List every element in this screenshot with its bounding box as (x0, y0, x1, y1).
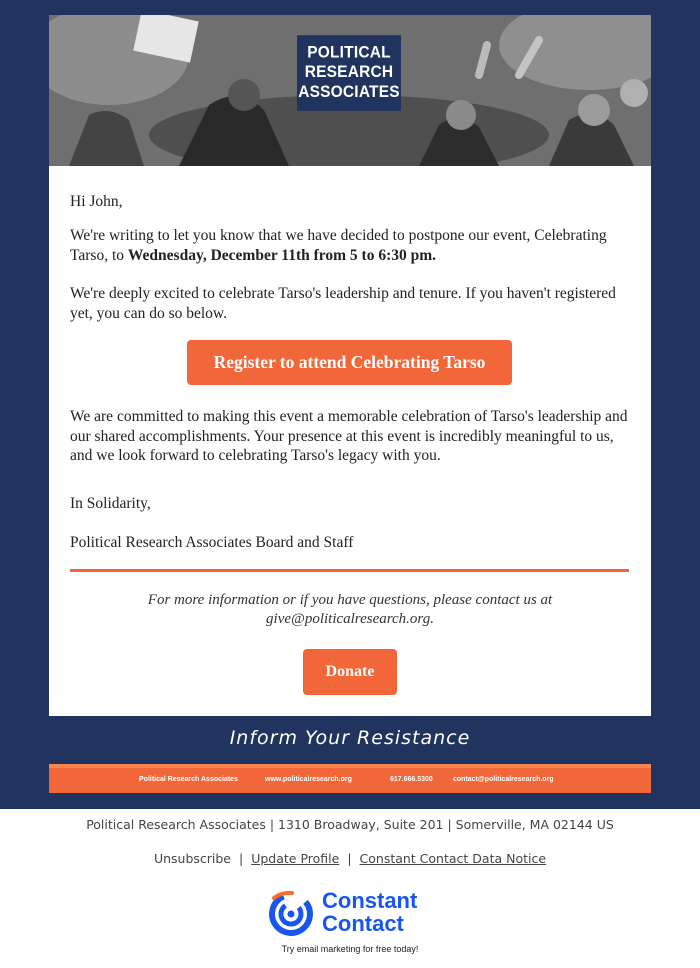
closing: In Solidarity, (70, 495, 151, 512)
cc-line: Contact (322, 911, 404, 936)
link-separator: | (347, 851, 352, 866)
contact-info: For more information or if you have questions, please contact us at give@politicalresearch.org. (147, 592, 553, 627)
link-separator: | (239, 851, 244, 866)
pra-logo (297, 35, 401, 111)
postpone-text: We're writing to let you know that we have decided to postpone our event, Celebrating Tarso, to (70, 227, 607, 264)
cc-line: Constant (322, 888, 418, 913)
logo-line: POLITICAL (307, 43, 391, 62)
unsubscribe-link[interactable]: Unsubscribe (153, 851, 232, 866)
update-profile-link[interactable]: Update Profile (251, 851, 340, 866)
logo-line: RESEARCH (304, 63, 394, 82)
footer-email[interactable]: contact@politicalresearch.org (453, 776, 554, 783)
org-address: Political Research Associates | 1310 Broadway, Suite 201 | Somerville, MA 02144 US (86, 817, 614, 832)
register-paragraph: We're deeply excited to celebrate Tarso's leadership and tenure. If you haven't registered yet, you can do so below. (70, 285, 616, 322)
footer-website[interactable]: www.politicalresearch.org (265, 776, 352, 783)
commitment-paragraph: We are committed to making this event a memorable celebration of Tarso's leadership and our shared accomplishments. Your presence at this event is incredibly meaningful to us, and we look forward to celebrating Tarso's legacy with you. (70, 408, 628, 464)
cc-tagline[interactable]: Try email marketing for free today! (281, 944, 419, 954)
hero-image (49, 15, 651, 166)
donate-button[interactable]: Donate (303, 649, 397, 695)
orange-divider (70, 569, 629, 572)
footer-phone: 617.666.5300 (390, 776, 433, 783)
footer-org: Political Research Associates (139, 776, 238, 783)
email-card (49, 15, 651, 793)
logo-line: ASSOCIATES (298, 83, 400, 102)
register-button[interactable]: Register to attend Celebrating Tarso (187, 340, 512, 385)
constant-contact-logo-text[interactable] (322, 889, 417, 935)
signature: Political Research Associates Board and Staff (70, 534, 354, 551)
tagline: Inform Your Resistance (229, 727, 471, 749)
greeting: Hi John, (70, 193, 123, 210)
footer-links (0, 851, 700, 866)
postpone-paragraph (70, 226, 630, 265)
data-notice-link[interactable]: Constant Contact Data Notice (359, 851, 547, 866)
event-date: Wednesday, December 11th from 5 to 6:30 pm. (127, 246, 437, 264)
